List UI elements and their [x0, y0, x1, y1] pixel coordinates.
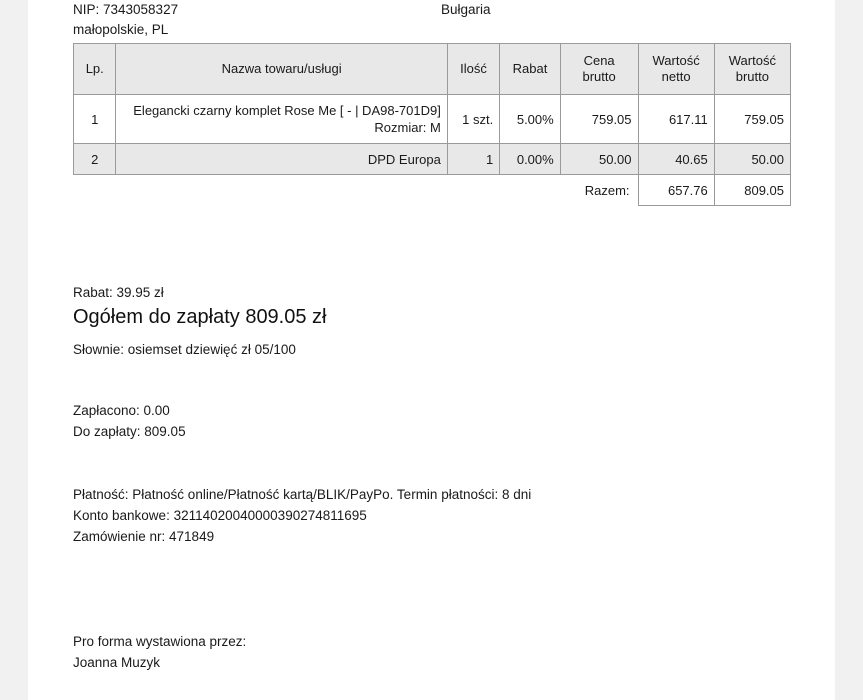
payment-method: Płatność: Płatność online/Płatność kartą/BLIK/PayPo. Termin płatności: 8 dni — [73, 487, 532, 502]
order-number: Zamówienie nr: 471849 — [73, 529, 215, 544]
summary-value-gross: 809.05 — [714, 175, 790, 206]
row-price-gross: 50.00 — [560, 144, 638, 175]
col-value-net-line2: netto — [661, 69, 691, 84]
col-name: Nazwa towaru/usługi — [116, 44, 447, 95]
row-price-gross: 759.05 — [560, 95, 638, 144]
parties-header — [73, 0, 791, 40]
row-lp: 2 — [74, 144, 116, 175]
row-name — [116, 95, 447, 144]
items-table-body — [74, 95, 791, 206]
summary-value-net: 657.76 — [638, 175, 714, 206]
col-qty: Ilość — [447, 44, 499, 95]
buyer-info — [441, 0, 491, 20]
row-name-line1: Elegancki czarny komplet Rose Me [ - | DA98-701D9] — [133, 103, 441, 118]
amount-in-words-section — [73, 339, 296, 360]
items-table — [73, 43, 791, 206]
summary-label: Razem: — [74, 175, 639, 206]
bank-account: Konto bankowe: 32114020040000390274811695 — [73, 508, 367, 523]
due-amount: Do zapłaty: 809.05 — [73, 424, 186, 439]
row-value-gross: 759.05 — [714, 95, 790, 144]
grand-total: Ogółem do zapłaty 809.05 zł — [73, 306, 327, 328]
col-value-net — [638, 44, 714, 95]
table-row — [74, 95, 791, 144]
row-qty: 1 — [447, 144, 499, 175]
row-value-gross: 50.00 — [714, 144, 790, 175]
row-lp: 1 — [74, 95, 116, 144]
issuer-label: Pro forma wystawiona przez: — [73, 634, 247, 649]
col-price-gross-line2: brutto — [582, 69, 616, 84]
amount-in-words: Słownie: osiemset dziewięć zł 05/100 — [73, 342, 296, 357]
row-qty: 1 szt. — [447, 95, 499, 144]
col-value-gross-line1: Wartość — [728, 53, 776, 68]
row-discount: 0.00% — [500, 144, 560, 175]
totals-section — [73, 282, 164, 303]
paid-amount: Zapłacono: 0.00 — [73, 403, 170, 418]
row-name: DPD Europa — [116, 144, 447, 175]
buyer-country: Bułgaria — [441, 2, 491, 17]
col-discount: Rabat — [500, 44, 560, 95]
col-value-gross — [714, 44, 790, 95]
grand-total-section — [73, 303, 327, 331]
discount-total: Rabat: 39.95 zł — [73, 285, 164, 300]
col-value-gross-line2: brutto — [735, 69, 769, 84]
col-price-gross-line1: Cena — [583, 53, 615, 68]
table-header-row — [74, 44, 791, 95]
row-value-net: 617.11 — [638, 95, 714, 144]
table-row — [74, 144, 791, 175]
row-name-line2: Rozmiar: M — [374, 120, 441, 135]
col-price-gross — [560, 44, 638, 95]
issuer-section — [73, 631, 246, 673]
issuer-name: Joanna Muzyk — [73, 655, 161, 670]
payment-details-section — [73, 484, 531, 547]
items-table-head — [74, 44, 791, 95]
table-summary-row — [74, 175, 791, 206]
payment-status-section — [73, 400, 186, 442]
row-discount: 5.00% — [500, 95, 560, 144]
row-value-net: 40.65 — [638, 144, 714, 175]
document-page — [28, 0, 835, 700]
seller-info — [73, 0, 178, 40]
seller-nip: NIP: 7343058327 — [73, 2, 179, 17]
col-value-net-line1: Wartość — [652, 53, 700, 68]
col-lp: Lp. — [74, 44, 116, 95]
document-content — [73, 0, 791, 206]
seller-region: małopolskie, PL — [73, 22, 169, 37]
